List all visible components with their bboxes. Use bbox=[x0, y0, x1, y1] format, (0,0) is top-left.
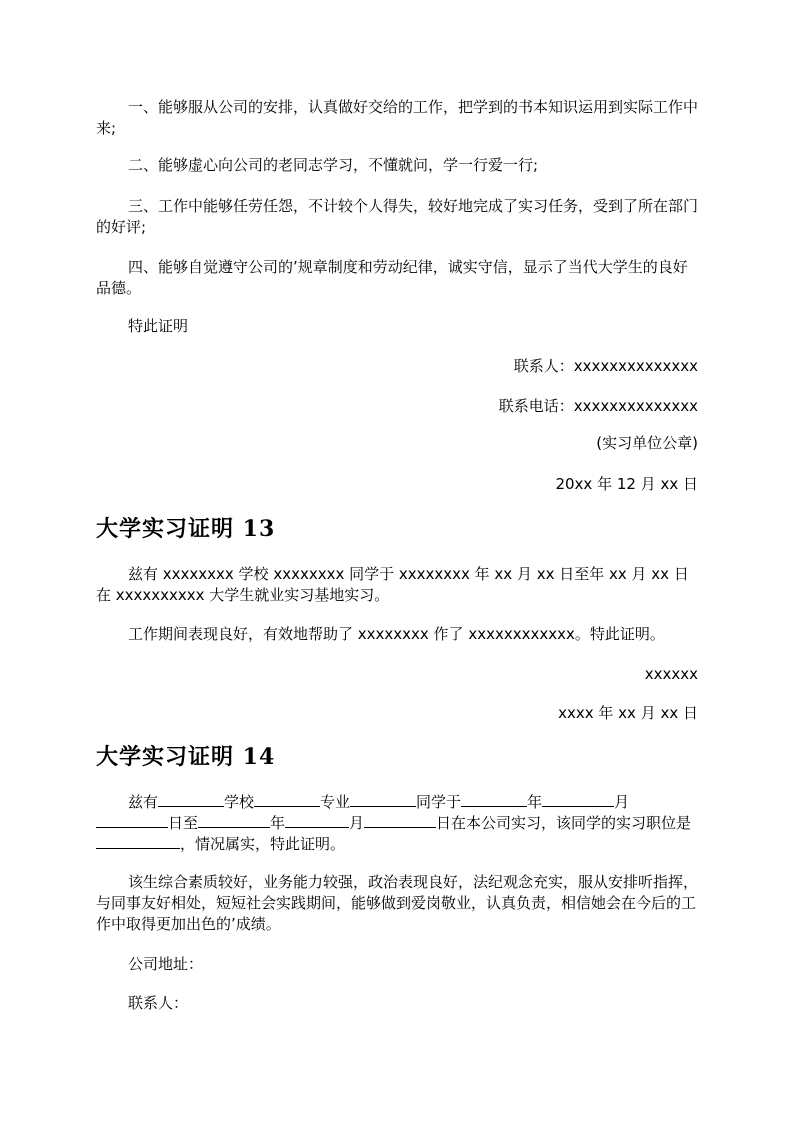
clause-4: 四、能够自觉遵守公司的’规章制度和劳动纪律，诚实守信，显示了当代大学生的良好品德。 bbox=[96, 258, 688, 297]
closing-text: 特此证明 bbox=[128, 317, 189, 335]
blank-school[interactable] bbox=[158, 792, 224, 807]
blank-start-year[interactable] bbox=[461, 792, 527, 807]
blank-start-day[interactable] bbox=[96, 813, 168, 828]
issue-date: 20xx 年 12 月 xx 日 bbox=[555, 475, 698, 493]
blank-major[interactable] bbox=[254, 792, 320, 807]
section-13-title: 大学实习证明 13 bbox=[96, 516, 276, 542]
section-13-paragraph-1: 兹有 xxxxxxxx 学校 xxxxxxxx 同学于 xxxxxxxx 年 xx 月 xx 日至年 xx 月 xx 日在 xxxxxxxxxx 大学生就业实习基地实习。 bbox=[96, 565, 689, 604]
section-13-paragraph-2: 工作期间表现良好，有效地帮助了 xxxxxxxx 作了 xxxxxxxxxxxx。特此证明。 bbox=[128, 625, 665, 643]
company-seal-label: (实习单位公章) bbox=[596, 434, 698, 452]
clause-1: 一、能够服从公司的安排，认真做好交给的工作，把学到的书本知识运用到实际工作中来; bbox=[96, 98, 699, 137]
clause-2: 二、能够虚心向公司的老同志学习，不懂就问，学一行爱一行; bbox=[128, 156, 539, 174]
company-address-label: 公司地址： bbox=[128, 955, 204, 973]
clause-3: 三、工作中能够任劳任怨，不计较个人得失，较好地完成了实习任务，受到了所在部门的好评; bbox=[96, 197, 699, 236]
contact-phone: 联系电话：xxxxxxxxxxxxxx bbox=[498, 397, 698, 415]
blank-end-year[interactable] bbox=[198, 813, 270, 828]
contact-label: 联系人： bbox=[128, 994, 189, 1012]
section-13-date: xxxx 年 xx 月 xx 日 bbox=[558, 704, 698, 722]
blank-end-day[interactable] bbox=[364, 813, 436, 828]
blank-position[interactable] bbox=[96, 834, 180, 849]
section-13-signer: xxxxxx bbox=[644, 665, 698, 683]
blank-end-month[interactable] bbox=[285, 813, 349, 828]
section-14-evaluation: 该生综合素质较好，业务能力较强，政治表现良好，法纪观念充实，服从安排听指挥，与同事友好相处，短短社会实践期间，能够做到爱岗敬业，认真负责，相信她会在今后的工作中取得更加出色的’成绩。 bbox=[96, 873, 699, 933]
section-14-fill-form: 兹有 学校 专业 同学于 年 月日至 年 月 日在本公司实习，该同学的实习职位是，情况属实，特此证明。 bbox=[96, 792, 698, 855]
blank-start-month[interactable] bbox=[542, 792, 614, 807]
blank-student[interactable] bbox=[350, 792, 416, 807]
section-14-title: 大学实习证明 14 bbox=[96, 744, 276, 770]
contact-person: 联系人：xxxxxxxxxxxxxx bbox=[513, 357, 698, 375]
